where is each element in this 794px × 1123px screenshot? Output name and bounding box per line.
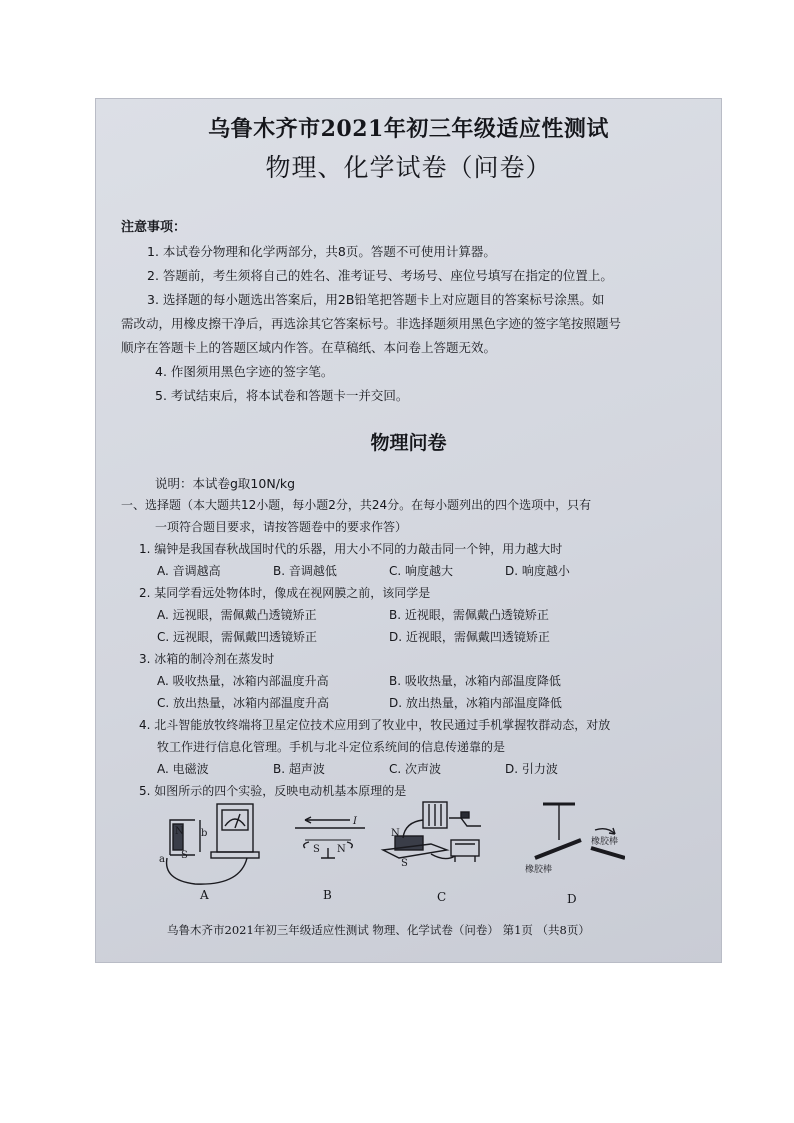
option-c: C. 次声波: [389, 762, 442, 776]
fig-c-letter: S: [401, 858, 408, 869]
option-c: C. 放出热量，冰箱内部温度升高: [157, 696, 330, 710]
section-title: 物理问卷: [370, 432, 447, 454]
exam-subtitle: 物理、化学试卷（问卷）: [265, 153, 552, 182]
option-a: A. 电磁波: [157, 762, 209, 776]
note-item: 需改动，用橡皮擦干净后，再选涂其它答案标号。非选择题须用黑色字迹的签字笔按照题号: [121, 316, 622, 331]
figure-a-drawing: [167, 804, 259, 884]
option-d: D. 响度越小: [505, 564, 570, 578]
question-stem: 1. 编钟是我国春秋战国时代的乐器，用大小不同的力敲击同一个钟，用力越大时: [139, 542, 563, 556]
figure-label-a: A: [200, 888, 209, 902]
part-heading-cont: 一项符合题目要求，请按答题卷中的要求作答）: [155, 520, 408, 534]
option-a: A. 音调越高: [157, 564, 221, 578]
option-b: B. 近视眼，需佩戴凸透镜矫正: [389, 608, 549, 622]
option-c: C. 远视眼，需佩戴凹透镜矫正: [157, 630, 318, 644]
figure-label-c: C: [437, 890, 447, 904]
option-d: D. 引力波: [505, 762, 558, 776]
fig-a-letter: a: [159, 854, 165, 865]
option-c: C. 响度越大: [389, 564, 454, 578]
explanation-text: 说明：本试卷g取10N/kg: [155, 476, 296, 491]
fig-b-letter: S: [313, 844, 320, 855]
fig-d-label: 橡胶棒: [525, 865, 553, 875]
note-item: 5. 考试结束后，将本试卷和答题卡一并交回。: [155, 388, 409, 403]
notes-heading: 注意事项：: [121, 220, 187, 235]
fig-d-label: 橡胶棒: [591, 837, 619, 847]
page-footer: 乌鲁木齐市2021年初三年级适应性测试 物理、化学试卷（问卷） 第1页 （共8页）: [167, 923, 590, 937]
question-stem: 2. 某同学看远处物体时，像成在视网膜之前，该同学是: [139, 586, 431, 600]
experiment-figures: [155, 800, 625, 920]
question-stem: 4. 北斗智能放牧终端将卫星定位技术应用到了牧业中，牧民通过手机掌握牧群动态，对放: [139, 718, 611, 732]
note-item: 3. 选择题的每小题选出答案后，用2B铅笔把答题卡上对应题目的答案标号涂黑。如: [147, 292, 605, 307]
note-item: 1. 本试卷分物理和化学两部分，共8页。答题不可使用计算器。: [147, 244, 496, 259]
option-b: B. 吸收热量，冰箱内部温度降低: [389, 674, 561, 688]
option-b: B. 超声波: [273, 762, 325, 776]
exam-page: [95, 98, 722, 963]
question-stem: 5. 如图所示的四个实验，反映电动机基本原理的是: [139, 784, 407, 798]
option-d: D. 放出热量，冰箱内部温度降低: [389, 696, 562, 710]
note-item: 顺序在答题卡上的答题区域内作答。在草稿纸、本问卷上答题无效。: [121, 340, 497, 355]
note-item: 2. 答题前，考生须将自己的姓名、准考证号、考场号、座位号填写在指定的位置上。: [147, 268, 613, 283]
question-stem-cont: 牧工作进行信息化管理。手机与北斗定位系统间的信息传递靠的是: [157, 740, 506, 754]
option-b: B. 音调越低: [273, 564, 337, 578]
fig-b-letter: N: [337, 844, 346, 855]
exam-title: 乌鲁木齐市2021年初三年级适应性测试: [208, 116, 609, 142]
figure-label-b: B: [323, 888, 332, 902]
figure-label-d: D: [567, 892, 577, 906]
note-item: 4. 作图须用黑色字迹的签字笔。: [155, 364, 334, 379]
option-a: A. 吸收热量，冰箱内部温度升高: [157, 674, 329, 688]
experiment-diagrams: [155, 800, 625, 920]
fig-b-letter: I: [353, 816, 357, 827]
fig-c-letter: N: [391, 828, 400, 839]
option-a: A. 远视眼，需佩戴凸透镜矫正: [157, 608, 317, 622]
question-stem: 3. 冰箱的制冷剂在蒸发时: [139, 652, 275, 666]
fig-a-letter: b: [201, 828, 208, 839]
figure-d-drawing: [535, 804, 625, 858]
option-d: D. 近视眼，需佩戴凹透镜矫正: [389, 630, 550, 644]
part-heading: 一、选择题（本大题共12小题，每小题2分，共24分。在每小题列出的四个选项中，只有: [121, 498, 592, 512]
fig-a-letter: S: [181, 850, 188, 861]
fig-a-letter: N: [175, 826, 184, 837]
